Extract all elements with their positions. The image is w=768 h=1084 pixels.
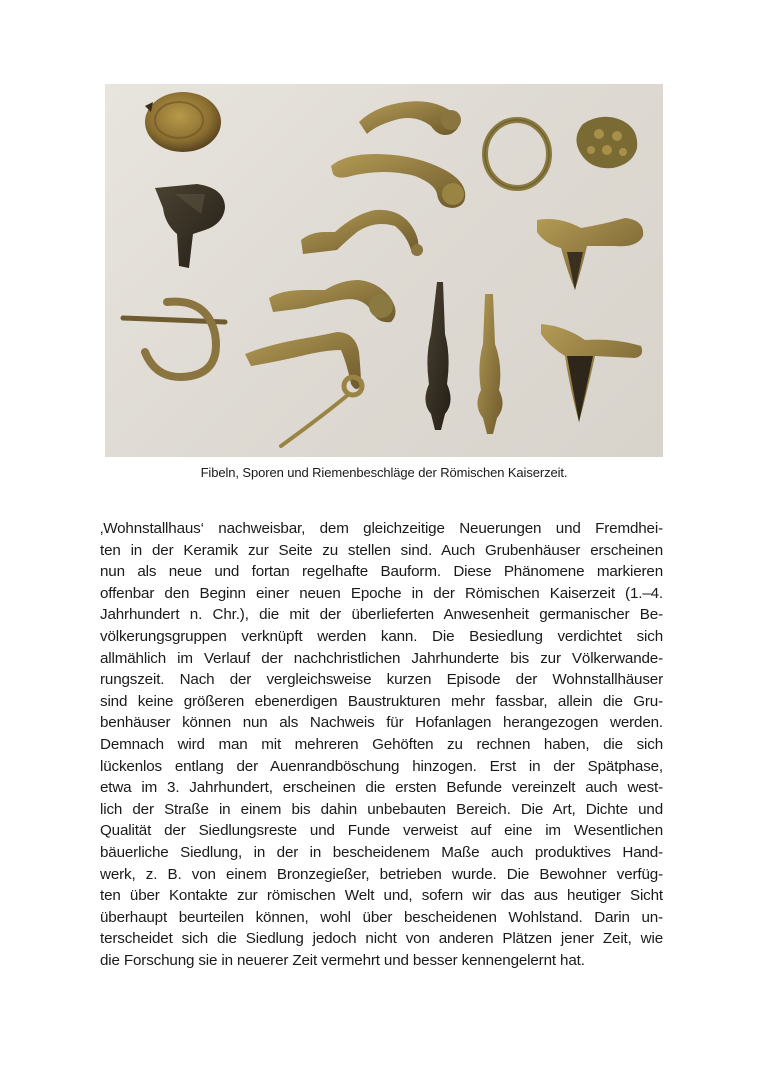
- fibula-lower-2: [245, 332, 362, 446]
- text-line: Jahrhundert n. Chr.), die mit der überlieferten Anwesenheit germanischer Be-: [100, 606, 663, 624]
- fibula-middle-2: [301, 210, 423, 256]
- body-paragraph: [100, 518, 663, 971]
- spur-right: [537, 218, 643, 290]
- artifact-photo: [105, 84, 663, 457]
- text-line: lich der Straße in einem bis dahin unbebauten Bereich. Die Art, Dichte und: [100, 800, 663, 818]
- text-line: überhaupt beurteilen können, wohl über bescheidenen Wohlstand. Darin un-: [100, 908, 663, 926]
- text-line: Demnach wird man mit mehreren Gehöften zu rechnen haben, die sich: [100, 735, 663, 753]
- text-line: allmählich im Verlauf der nachchristlichen Jahrhunderte bis zur Völkerwande-: [100, 649, 663, 667]
- text-line: lückenlos entlang der Auenrandböschung hinzogen. Erst in der Spätphase,: [100, 757, 663, 775]
- text-line: offenbar den Beginn einer neuen Epoche in der Römischen Kaiserzeit (1.–4.: [100, 584, 663, 602]
- text-line: Qualität der Siedlungsreste und Funde verweist auf eine im Wesentlichen: [100, 822, 663, 840]
- fibula-middle-1: [331, 154, 465, 208]
- text-line: rungszeit. Nach der vergleichsweise kurzen Episode der Wohnstallhäuser: [100, 671, 663, 689]
- text-line: benhäuser können nun als Nachweis für Hofanlagen herangezogen werden.: [100, 714, 663, 732]
- baluster-pin-1: [425, 282, 450, 430]
- fibula-lower-1: [269, 280, 396, 322]
- text-line: etwa im 3. Jahrhundert, erscheinen die ersten Befunde vereinzelt auch west-: [100, 779, 663, 797]
- text-line: ten in der Keramik zur Seite zu stellen sind. Auch Grubenhäuser erscheinen: [100, 541, 663, 559]
- text-line: werk, z. B. von einem Bronzegießer, betrieben wurde. Die Bewohner verfüg-: [100, 865, 663, 883]
- text-line: nun als neue und fortan regelhafte Bauform. Diese Phänomene markieren: [100, 563, 663, 581]
- text-line: sind keine größeren ebenerdigen Baustrukturen mehr fassbar, allein die Gru-: [100, 692, 663, 710]
- bronze-ring: [485, 120, 549, 188]
- fibula-top: [359, 101, 461, 135]
- text-line: völkerungsgruppen verknüpft werden kann. Die Besiedlung verdichtet sich: [100, 627, 663, 645]
- rosette-mount: [576, 117, 637, 168]
- baluster-pin-2: [477, 294, 502, 434]
- text-line: ten über Kontakte zur römischen Welt und, sofern wir das aus heutiger Sicht: [100, 887, 663, 905]
- text-line: terscheidet sich die Siedlung jedoch nicht von anderen Plätzen jener Zeit, wie: [100, 930, 663, 948]
- dark-fragment: [155, 184, 225, 268]
- figure-caption: Fibeln, Sporen und Riemenbeschläge der Römischen Kaiserzeit.: [200, 465, 568, 480]
- text-line: ‚Wohnstallhaus‘ nachweisbar, dem gleichzeitige Neuerungen und Fremdhei-: [100, 520, 663, 537]
- penannular-brooch: [123, 302, 225, 377]
- artifact-photo-drawing: [105, 84, 663, 457]
- spur-lower-right: [541, 324, 642, 422]
- text-line: bäuerliche Siedlung, in der in bescheidenem Maße auch produktives Hand-: [100, 843, 663, 861]
- text-line: die Forschung sie in neuerer Zeit vermehrt und besser kennengelernt hat.: [100, 951, 585, 969]
- disc-brooch: [145, 92, 221, 152]
